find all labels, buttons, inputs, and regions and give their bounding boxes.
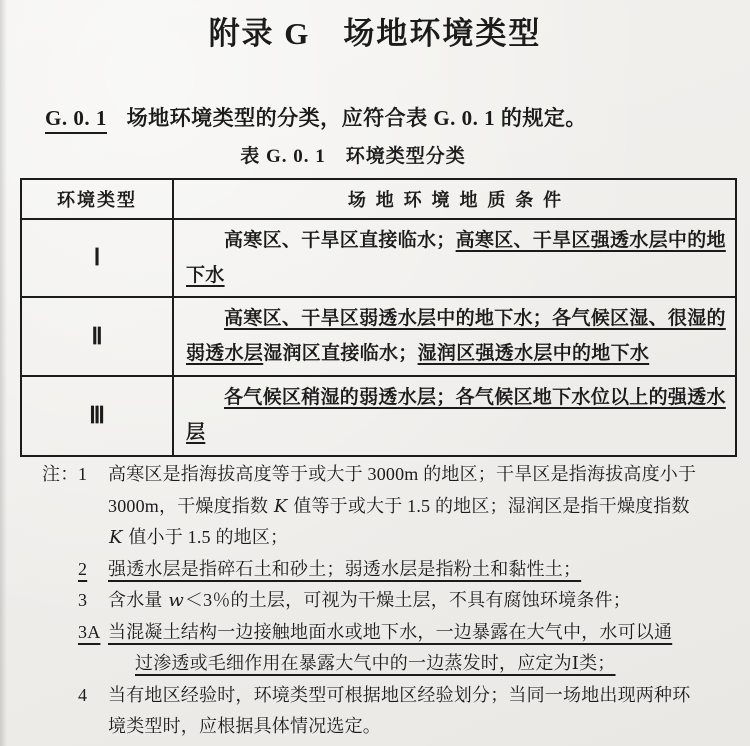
appendix-title: 附录 G 场地环境类型 [208,16,542,51]
geological-condition-cell [173,297,736,376]
note-item-3A [78,617,722,680]
notes-section [42,459,722,743]
note-number: 1 [78,464,88,484]
env-type-cell: Ⅱ [21,297,173,376]
note-number: 2 [78,558,88,579]
condition-text-segment: 各气候区稍湿的弱透水层；各气候区地下水位以上的强透水层 [186,387,726,443]
condition-text-segment: 高寒区、干旱区直接临水； [224,230,456,251]
note-text [108,585,698,617]
condition-text-segment: 湿润区直接临水； [263,343,418,364]
note-text [108,459,698,554]
notes-label: 注： [42,464,79,484]
math-symbol: K [109,527,123,548]
note-item-2 [78,554,722,586]
env-type-cell: Ⅲ [21,376,173,456]
geological-condition-cell [173,219,736,297]
table-row [21,219,736,297]
note-text-segment: 含水量 [108,590,168,610]
note-text [108,554,698,586]
note-number: 3 [78,590,88,610]
note-text-segment: 当混凝土结构一边接触地面水或地下水，一边暴露在大气中，水可以通过渗透或毛细作用在暴露大气中的一边蒸发时，应定为Ⅰ类； [108,621,673,673]
note-item-3 [78,585,722,617]
table-header-type: 环境类型 [21,179,173,219]
note-text-segment: 强透水层是指碎石土和砂土；弱透水层是指粉土和黏性土； [108,558,582,579]
table-row [21,297,736,376]
note-text-segment: 值小于 1.5 的地区； [123,527,289,547]
note-text-segment: 高寒区是指海拔高度等于或大于 3000m 的地区；干旱区是指海拔高度小于 3000m，干燥度指数 [108,464,697,516]
note-text-segment: ＜3％的土层，可视为干燥土层，不具有腐蚀环境条件； [184,590,631,610]
note-text [108,617,678,680]
note-number: 3A [78,621,101,642]
math-symbol: K [273,495,288,517]
note-item-4 [78,680,722,743]
table-row [21,376,736,456]
clause-g01 [45,102,725,134]
table-header-row [21,179,736,219]
geological-condition-cell [173,376,736,456]
clause-text: 场地环境类型的分类，应符合表 G. 0. 1 的规定。 [126,106,587,130]
note-number: 4 [78,684,88,705]
condition-text-segment: 高寒区、干旱区强透水层中的地下水 [186,230,726,286]
math-symbol: w [168,590,184,611]
note-text-segment: 当有地区经验时，环境类型可根据地区经验划分；当同一场地出现两种环境类型时，应根据具体情况选定。 [108,684,691,736]
table-body [21,219,736,456]
note-item-1 [78,459,722,554]
condition-text-segment: 高寒区、干旱区弱透水层中的地下水；各气候区湿、很湿的弱透水层 [186,308,726,364]
env-type-cell: Ⅰ [21,219,173,297]
environment-type-table [20,178,737,457]
table-header-condition: 场地环境地质条件 [173,179,736,219]
clause-number: G. 0. 1 [45,106,107,134]
condition-text-segment: 湿润区强透水层中的地下水 [417,343,650,364]
table-caption: 表 G. 0. 1 环境类型分类 [240,146,466,167]
notes-list [78,459,722,743]
note-text-segment: 值等于或大于 1.5 的地区；湿润区是指干燥度指数 [288,495,690,516]
note-text [108,680,698,743]
